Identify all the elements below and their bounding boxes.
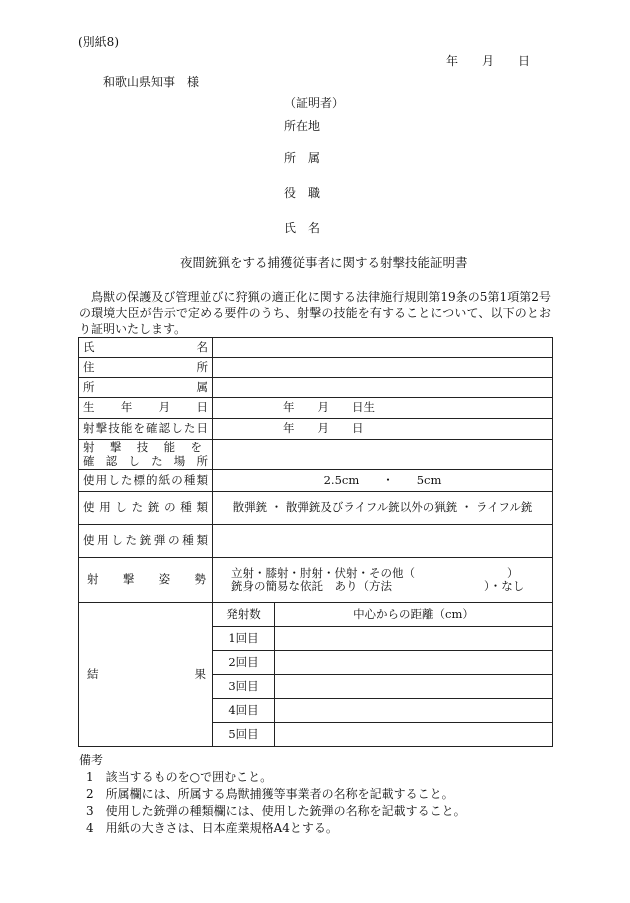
target-field[interactable] <box>213 470 553 492</box>
posture-label: 射撃姿勢 <box>79 558 213 603</box>
certifier-name-label: 氏 名 <box>284 221 321 235</box>
name-label: 氏名 <box>79 338 213 358</box>
form-id: (別紙8) <box>78 35 119 49</box>
address-field[interactable] <box>213 358 553 378</box>
posture-field[interactable] <box>213 558 553 603</box>
ammo-label: 使用した銃弾の種類 <box>79 525 213 558</box>
shot-distance-field-1[interactable] <box>275 627 553 651</box>
gun-value: 散弾銃 ・ 散弾銃及びライフル銃以外の猟銃 ・ ライフル銃 <box>232 500 533 515</box>
note-item-2: 2 所属欄には、所属する鳥獣捕獲等事業者の名称を記載すること。 <box>86 787 454 801</box>
shot-label-4: 4回目 <box>213 699 275 723</box>
affiliation-field[interactable] <box>213 378 553 398</box>
birth-field[interactable] <box>213 398 553 419</box>
distance-header: 中心からの距離（cm） <box>275 603 553 627</box>
place-label <box>79 440 213 470</box>
shot-distance-field-5[interactable] <box>275 723 553 747</box>
notes <box>79 752 466 837</box>
note-item-3: 3 使用した銃弾の種類欄には、使用した銃弾の名称を記載すること。 <box>86 804 466 818</box>
notes-heading: 備考 <box>79 753 104 767</box>
certifier-address-label: 所在地 <box>284 119 321 133</box>
shot-label-5: 5回目 <box>213 723 275 747</box>
shot-label-2: 2回目 <box>213 651 275 675</box>
birth-value: 年 月 日生 <box>283 400 375 415</box>
shots-header: 発射数 <box>213 603 275 627</box>
shot-label-1: 1回目 <box>213 627 275 651</box>
affiliation-label: 所属 <box>79 378 213 398</box>
gun-label: 使用した銃の種類 <box>79 492 213 525</box>
shot-label-3: 3回目 <box>213 675 275 699</box>
name-field[interactable] <box>213 338 553 358</box>
place-field[interactable] <box>213 440 553 470</box>
birth-label: 生年月日 <box>79 398 213 419</box>
note-item-4: 4 用紙の大きさは、日本産業規格A4とする。 <box>86 821 338 835</box>
note-item-1: 1 該当するものを○で囲むこと。 <box>86 770 273 784</box>
shot-distance-field-3[interactable] <box>275 675 553 699</box>
address-label: 住所 <box>79 358 213 378</box>
gun-field[interactable] <box>213 492 553 525</box>
confirm-date-value: 年 月 日 <box>283 421 364 436</box>
addressee: 和歌山県知事 様 <box>103 75 200 89</box>
place-label-line-1: 射撃技能を <box>83 440 202 455</box>
form-table <box>78 337 553 747</box>
posture-options: 立射・膝射・肘射・伏射・その他（ ） <box>231 565 519 580</box>
posture-rest-options: 銃身の簡易な依託 あり（方法 ）・なし <box>231 579 525 593</box>
ammo-field[interactable] <box>213 525 553 558</box>
target-label: 使用した標的紙の種類 <box>79 470 213 492</box>
result-label: 結果 <box>79 603 213 747</box>
date-line: 年 月 日 <box>446 54 531 68</box>
certifier-heading: （証明者） <box>284 96 345 110</box>
confirm-date-label: 射撃技能を確認した日 <box>79 419 213 440</box>
place-label-line-2: 確認した場所 <box>83 453 208 468</box>
shot-distance-field-2[interactable] <box>275 651 553 675</box>
target-value: 2.5cm ・ 5cm <box>323 472 442 487</box>
certifier-position-label: 役 職 <box>284 186 321 200</box>
shot-distance-field-4[interactable] <box>275 699 553 723</box>
document-title: 夜間銃猟をする捕獲従事者に関する射撃技能証明書 <box>180 255 468 270</box>
confirm-date-field[interactable] <box>213 419 553 440</box>
certifier-affiliation-label: 所 属 <box>284 151 321 165</box>
body-text: 鳥獣の保護及び管理並びに狩猟の適正化に関する法律施行規則第19条の5第1項第2号の環境大臣が告示で定める要件のうち、射撃の技能を有することについて、以下のとおり証明いたします。 <box>79 290 551 336</box>
